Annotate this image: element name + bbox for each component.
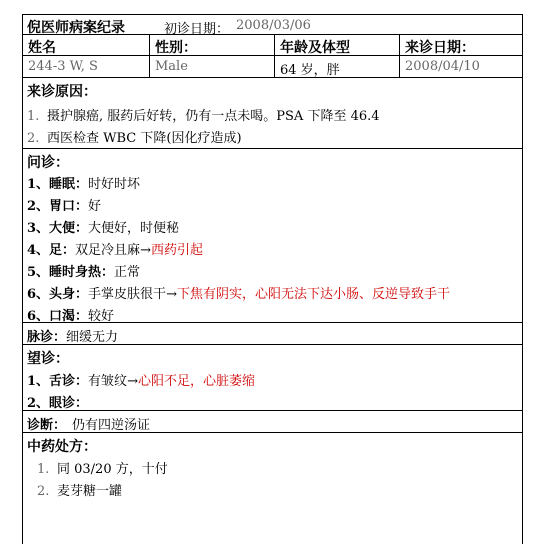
inquiry-item-thirst: 6、口渴：较好: [27, 309, 115, 324]
arrow-icon: →: [166, 287, 177, 302]
observation-item-eye: 2、眼诊：: [27, 396, 89, 411]
arrow-icon: →: [140, 243, 151, 258]
patient-header-row: [23, 35, 522, 56]
diagnosis-row: [23, 411, 522, 433]
observation-item-tongue: 1、舌诊：有皱纹→心阳不足，心脏萎缩: [27, 374, 255, 389]
prescription-item-text: 麦芽糖一罐: [57, 484, 123, 499]
reason-item: [27, 105, 380, 124]
header-visit-date: 来诊日期：: [399, 35, 522, 55]
header-sex: 性别：: [149, 35, 274, 55]
record-title: 倪医师病案纪录: [27, 20, 125, 36]
title-row: [23, 15, 522, 35]
reason-item-text: 摄护腺癌, 服药后好转，仍有一点未喝。PSA 下降至 46.4: [47, 109, 380, 124]
reason-item: [27, 127, 242, 146]
inquiry-item-sleep-heat: 5、睡时身热：正常: [27, 265, 141, 280]
case-record-sheet: [22, 14, 523, 544]
reason-item-number: 2.: [27, 131, 40, 146]
header-name: 姓名: [28, 40, 56, 56]
reason-title: 来诊原因：: [27, 84, 97, 100]
prescription-section: [23, 433, 522, 544]
first-visit-date: 2008/03/06: [236, 18, 311, 33]
inquiry-item-feet: 4、足：双足冷且麻→西药引起: [27, 243, 203, 258]
reason-item-number: 1.: [27, 109, 40, 124]
inquiry-item-stool: 3、大便：大便好，时便秘: [27, 221, 180, 236]
first-visit-label: 初诊日期：: [164, 22, 230, 37]
prescription-title: 中药处方：: [27, 439, 97, 455]
inquiry-title: 问诊：: [27, 155, 69, 171]
prescription-item-text: 同 03/20 方，十付: [57, 462, 168, 477]
value-age: 64 岁，胖: [274, 56, 399, 77]
prescription-item: [37, 458, 168, 477]
inquiry-section: [23, 149, 522, 323]
diagnosis-label: 诊断：: [27, 418, 67, 433]
pulse-row: [23, 323, 522, 345]
prescription-item: [37, 480, 122, 499]
pulse-text: 细缓无力: [66, 330, 119, 345]
observation-note: 心阳不足，心脏萎缩: [137, 374, 255, 389]
observation-title: 望诊：: [27, 351, 69, 367]
inquiry-note: 下焦有阴实，心阳无法下达小肠、反逆导致手干: [176, 287, 450, 302]
pulse-label: 脉诊：: [27, 330, 67, 345]
prescription-item-number: 1.: [37, 462, 50, 477]
reason-section: [23, 78, 522, 149]
inquiry-note: 西药引起: [150, 243, 203, 258]
inquiry-item-appetite: 2、胃口：好: [27, 199, 102, 214]
reason-item-text: 西医检查 WBC 下降(因化疗造成): [47, 131, 242, 146]
value-name: 244-3 W, S: [28, 59, 98, 74]
inquiry-item-sleep: 1、睡眠：时好时坏: [27, 177, 141, 192]
observation-section: [23, 345, 522, 411]
arrow-icon: →: [127, 374, 138, 389]
patient-value-row: [23, 56, 522, 78]
value-sex: Male: [149, 56, 274, 77]
diagnosis-text: 仍有四逆汤证: [72, 418, 151, 433]
header-age: 年龄及体型: [274, 35, 399, 55]
value-visit-date: 2008/04/10: [399, 56, 522, 77]
prescription-item-number: 2.: [37, 484, 50, 499]
inquiry-item-head-body: 6、头身：手掌皮肤很干→下焦有阴实，心阳无法下达小肠、反逆导致手干: [27, 287, 450, 302]
